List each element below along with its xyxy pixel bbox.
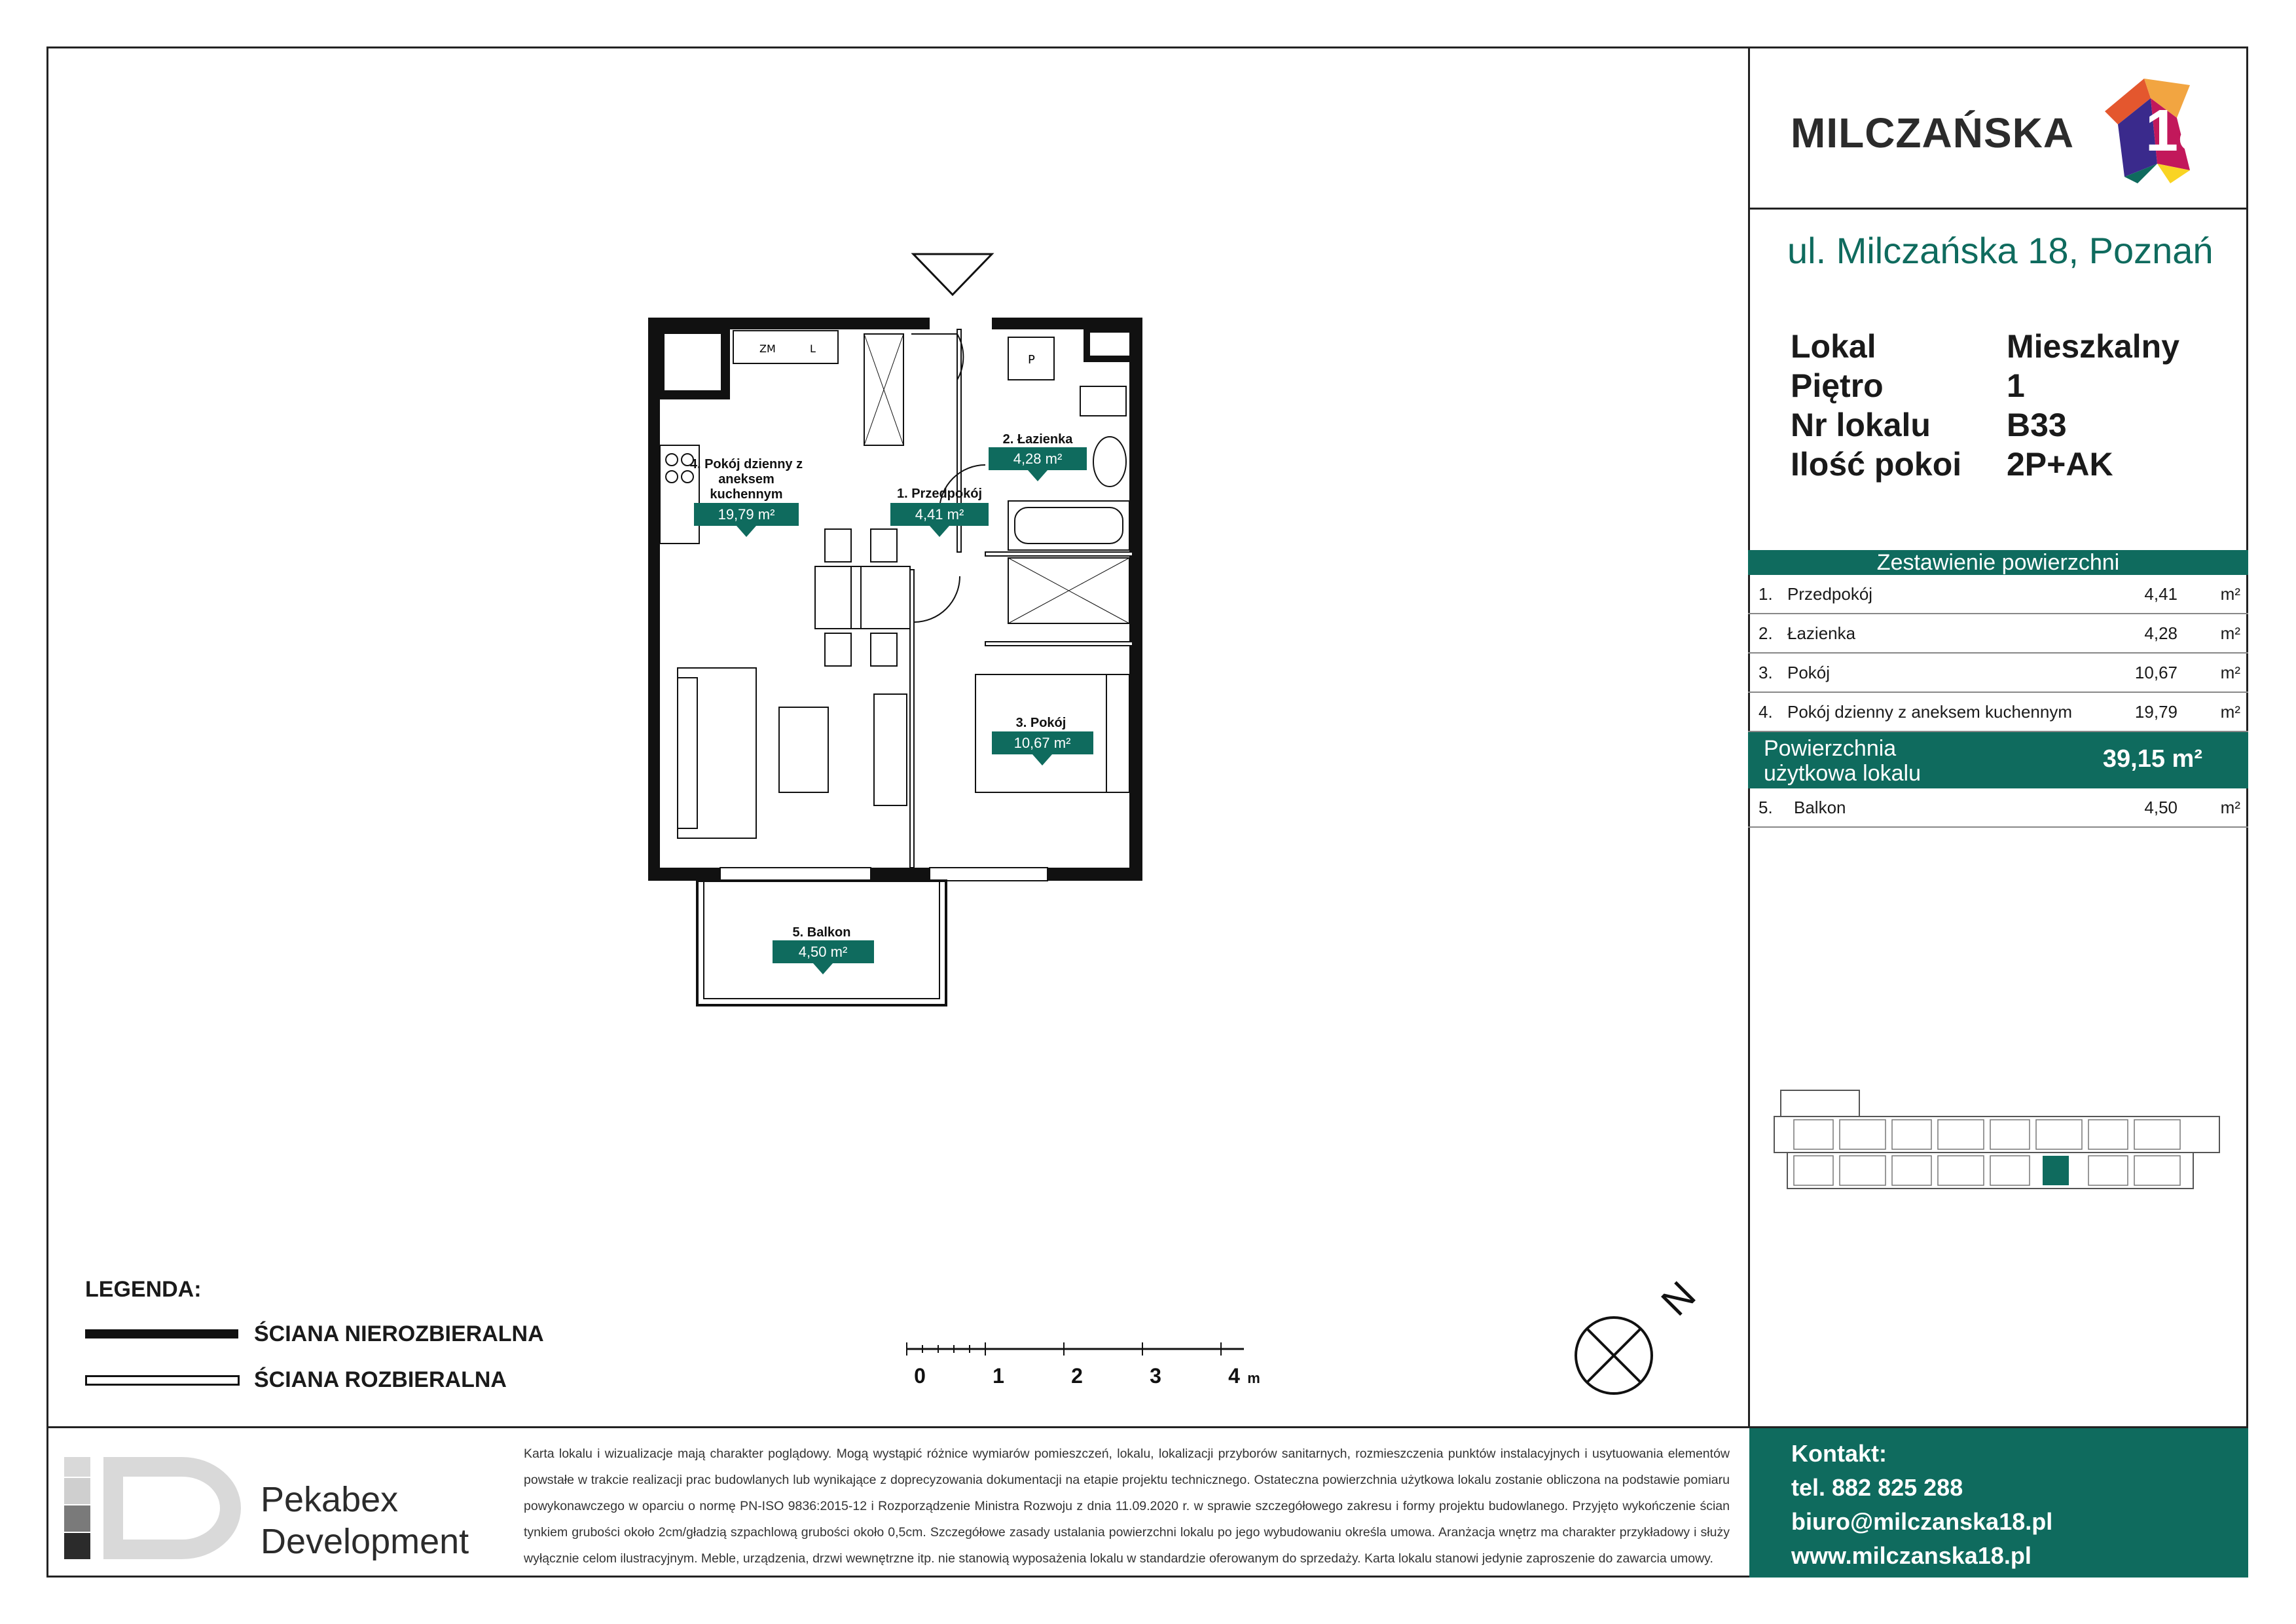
brand-mark-icon — [2098, 72, 2212, 183]
area-badge: 4,50 m² — [798, 944, 848, 960]
area-badge: 4,41 m² — [915, 506, 964, 523]
table-row: 2. Łazienka 4,28 m² — [1748, 614, 2248, 654]
room-label: aneksem — [718, 472, 774, 487]
area-badge: 19,79 m² — [718, 506, 775, 523]
table-row: 3. Pokój 10,67 m² — [1748, 654, 2248, 693]
total-area-value: 39,15 m² — [2102, 745, 2202, 773]
area-badge: 4,28 m² — [1013, 451, 1063, 467]
area-table-title: Zestawienie powierzchni — [1748, 550, 2248, 575]
floor-plan — [629, 242, 1165, 1015]
legend-item: ŚCIANA NIEROZBIERALNA — [254, 1321, 544, 1346]
info-row: Piętro 1 — [1791, 367, 2025, 404]
table-row: 1. Przedpokój 4,41 m² — [1748, 575, 2248, 614]
svg-text:P: P — [1028, 353, 1035, 367]
svg-text:4: 4 — [1228, 1364, 1240, 1388]
legend-title: LEGENDA: — [85, 1277, 202, 1302]
total-area-label: Powierzchnia użytkowa lokalu — [1764, 736, 1922, 786]
brand-number: 18 — [2145, 98, 2212, 164]
scale-bar — [903, 1336, 1270, 1388]
info-row: Nr lokalu B33 — [1791, 407, 2067, 443]
developer-name: Pekabex Development — [261, 1480, 469, 1561]
legend-partition-line — [85, 1375, 240, 1386]
info-row: Ilość pokoi 2P+AK — [1791, 446, 2113, 483]
compass-icon — [1565, 1272, 1709, 1408]
svg-text:m: m — [1247, 1370, 1260, 1386]
svg-text:3: 3 — [1150, 1364, 1161, 1388]
contact-title: Kontakt: — [1791, 1440, 1887, 1467]
unit-location-marker — [2043, 1156, 2069, 1185]
info-row: Lokal Mieszkalny — [1791, 328, 2180, 365]
svg-text:0: 0 — [914, 1364, 926, 1388]
area-table — [1748, 550, 2248, 828]
room-label: 2. Łazienka — [1002, 432, 1073, 447]
room-label: kuchennym — [710, 487, 783, 502]
contact-phone[interactable]: tel. 882 825 288 — [1791, 1474, 1963, 1501]
table-row: 5. Balkon 4,50 m² — [1748, 788, 2248, 828]
svg-text:L: L — [810, 342, 816, 355]
legend-item: ŚCIANA ROZBIERALNA — [254, 1367, 507, 1392]
contact-box — [1749, 1428, 2248, 1578]
developer-logo-icon — [64, 1444, 247, 1562]
total-area — [1748, 732, 2248, 788]
brand-name: MILCZAŃSKA — [1791, 109, 2075, 157]
contact-website[interactable]: www.milczanska18.pl — [1791, 1542, 2032, 1569]
room-label: 5. Balkon — [792, 925, 851, 940]
table-row: 4. Pokój dzienny z aneksem kuchennym 19,79 m² — [1748, 693, 2248, 732]
room-label: 1. Przedpokój — [896, 487, 983, 501]
logo-divider — [1748, 208, 2248, 210]
unit-info — [1791, 327, 2179, 485]
building-key-plan — [1768, 1080, 2226, 1198]
address: ul. Milczańska 18, Poznań — [1787, 230, 2214, 271]
room-label: 3. Pokój — [1015, 716, 1066, 730]
room-label: 4. Pokój dzienny z — [689, 457, 803, 471]
entrance-arrow-icon — [913, 254, 992, 295]
svg-text:1: 1 — [993, 1364, 1004, 1388]
brand-logo — [1791, 72, 2210, 190]
legend-load-bearing-line — [85, 1329, 238, 1338]
area-badge: 10,67 m² — [1013, 735, 1071, 751]
contact-email[interactable]: biuro@milczanska18.pl — [1791, 1508, 2053, 1535]
svg-text:N: N — [1652, 1272, 1704, 1324]
svg-text:2: 2 — [1071, 1364, 1083, 1388]
disclaimer: Karta lokalu i wizualizacje mają charakter poglądowy. Mogą wystąpić różnice wymiarów pomieszczeń, lokalu, lokalizacji przyborów sanitarnych, rozmieszczenia punktów instalacyjnych i usytuowania elementów powstałe w trakcie realizacji prac budowlanych lub wynikające z doprecyzowania dokumentacji na etapie projektu technicznego. Ostateczna powierzchnia użytkowa lokalu zostanie obliczona na podstawie pomiaru powykonawczego w oparciu o normę PN-ISO 9836:2015-12 i Rozporządzenie Ministra Rozwoju z dnia 11.09.2020 r. w sprawie szczegółowego zakresu i formy projektu budowlanego. Przyjęto wykończenie ścian tynkiem grubości około 2cm/gładzią szpachlową grubości około 0,5cm. Szczegółowe zasady ustalania powierzchni lokalu po jego wybudowaniu określa umowa. Aranżacja wnętrz ma charakter przykładowy i służy wyłącznie celom ilustracyjnym. Meble, urządzenia, drzwi wewnętrzne itp. nie stanowią wyposażenia lokalu w standardzie oferowanym do sprzedaży. Karta lokalu stanowi jedynie zaproszenie do zawarcia umowy. — [524, 1447, 1730, 1566]
svg-text:ZM: ZM — [759, 342, 776, 355]
